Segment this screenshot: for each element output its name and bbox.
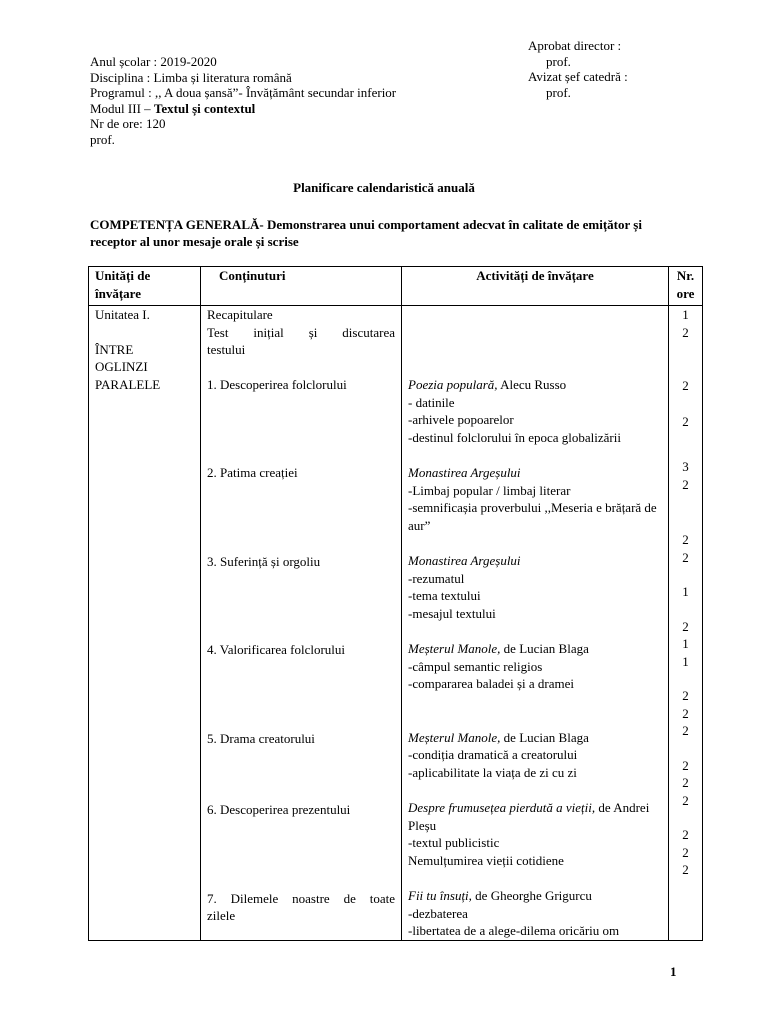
- director-prof: prof.: [546, 53, 571, 69]
- chair-approval: Avizat șef catedră :: [528, 69, 628, 84]
- activity-6: Despre frumusețea pierdută a vieții, de Andrei Pleșu: [408, 800, 650, 833]
- unit-number: Unitatea I.: [95, 307, 150, 322]
- total-hours: Nr de ore: 120: [90, 116, 166, 131]
- activity-5: Meșterul Manole, de Lucian Blaga: [408, 729, 589, 745]
- lesson-6: 6. Descoperirea prezentului: [207, 802, 351, 817]
- activities-cell: Poezia populară, Alecu Russo - datinile -arhivele popoarelor -destinul folclorului în epoca globalizării Monastirea Argeșului -Limbaj popular / limbaj literar -semnificașia proverbului ,,Meseria e brățară de aur” Monastirea Argeșului -rezumatul -tema textului -mesajul textului Meșterul Manole, de Lucian Blaga -câmpul semantic religios -compararea baladei și a dramei Meșterul Manole, de Lucian Blaga -condiția dramatică a creatorului -aplicabilitate la viața de zi cu zi Despre frumusețea pierdută a vieții, de Andrei Pleșu -textul publicistic Nemulțumirea vieții cotidiene Fii tu însuți, de Gheorghe Grigurcu -dezbaterea -libertatea de a alege-dilema oricăriu om: [402, 306, 669, 941]
- col-header-contents: Conținuturi: [201, 267, 402, 306]
- program: Programul : ,, A doua șansă”- Învățământ secundar inferior: [90, 85, 397, 100]
- chair-prof: prof.: [546, 84, 571, 100]
- module-title: Textul și contextul: [153, 100, 256, 116]
- unit-title-1: ÎNTRE: [95, 341, 134, 357]
- activity-4: Meșterul Manole, de Lucian Blaga: [408, 641, 589, 656]
- module: Modul III – Textul și contextul: [90, 100, 256, 116]
- activity-1: Poezia populară, Alecu Russo: [408, 377, 567, 392]
- unit-cell: [89, 306, 201, 941]
- page-number: 1: [670, 964, 677, 979]
- lesson-7: 7. Dilemele noastre de toate: [207, 890, 395, 906]
- document-header: [90, 54, 396, 147]
- approval-block: [528, 38, 628, 100]
- unit-title-2: OGLINZI: [95, 359, 148, 374]
- recap-label: Recapitulare: [207, 307, 273, 322]
- activity-7: Fii tu însuți, de Gheorghe Grigurcu: [408, 888, 592, 903]
- lesson-4: 4. Valorificarea folclorului: [207, 642, 346, 657]
- col-header-hours: Nr. ore: [669, 267, 703, 306]
- activity-2: Monastirea Argeșului: [408, 465, 521, 480]
- lesson-3: 3. Suferință și orgoliu: [207, 553, 321, 569]
- page-title: Planificare calendaristică anuală: [293, 180, 475, 195]
- hours-cell: 1 2 2 2 3 2 2 2 1 2 1 1 2 2 2 2 2 2 2 2 2: [669, 306, 703, 941]
- planning-table: [88, 266, 703, 941]
- lesson-5: 5. Drama creatorului: [207, 730, 315, 746]
- unit-title-3: PARALELE: [95, 376, 161, 392]
- teacher: prof.: [90, 131, 115, 147]
- table-row: [89, 306, 703, 941]
- col-header-units: Unități de învățare: [89, 267, 201, 306]
- director-approval: Aprobat director :: [528, 38, 622, 53]
- activity-3: Monastirea Argeșului: [408, 553, 521, 568]
- initial-test: Test inițial și discutarea: [207, 324, 395, 340]
- col-header-activities: Activități de învățare: [402, 267, 669, 306]
- contents-cell: Recapitulare Test inițial și discutarea testului 1. Descoperirea folclorului 2. Patima creației 3. Suferință și orgoliu 4. Valorificarea folclorului 5. Drama creatorului 6. Descoperirea prezentului 7. Dilemele noastre de toate zilele: [201, 306, 402, 941]
- general-competence: COMPETENȚA GENERALĂ- Demonstrarea unui comportament adecvat în calitate de emițător și receptor al unor mesaje orale și scrise: [90, 217, 642, 249]
- discipline: Disciplina : Limba și literatura română: [90, 69, 292, 85]
- lesson-2: 2. Patima creației: [207, 465, 298, 480]
- table-header-row: [89, 267, 703, 306]
- lesson-1: 1. Descoperirea folclorului: [207, 376, 347, 392]
- school-year: Anul școlar : 2019-2020: [90, 54, 217, 69]
